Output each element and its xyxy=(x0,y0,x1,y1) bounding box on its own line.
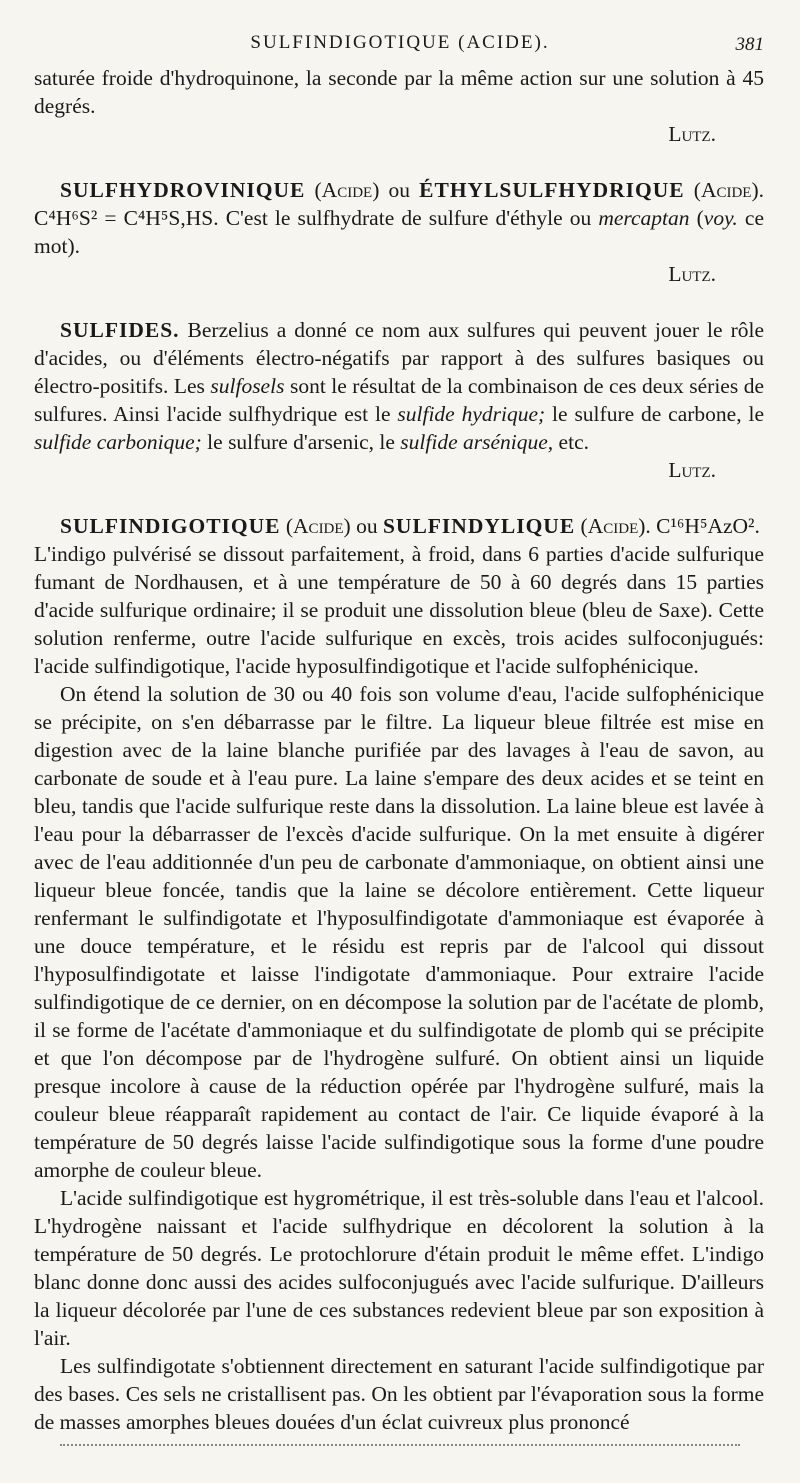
entry-headword: SULFIDES. xyxy=(60,318,180,342)
entry-text: ce mot). xyxy=(34,206,764,258)
body-paragraph-2: On étend la solution de 30 ou 40 fois son volume d'eau, l'acide sulfophénicique se précipite, on s'en débarrasse par le filtre. La liqueur bleue filtrée est mise en digestion avec de la laine blanche purifiée par des lavages à l'eau de savon, au carbonate de soude et à l'eau pure. La laine s'empare des deux acides et se teint en bleu, tandis que l'acide sulfurique reste dans la dissolution. La laine bleue est lavée à l'eau pour la débarrasser de l'excès d'acide sulfurique. On la met ensuite à digérer avec de l'eau additionnée d'un peu de carbonate d'ammoniaque, on obtient ainsi une liqueur bleue foncée, tandis que la laine se décolore entièrement. Cette liqueur renfermant le sulfindigotate et l'hyposulfindigotate d'ammoniaque est évaporée à une douce température, et le résidu est repris par de l'alcool qui dissout l'hyposulfindigotate et laisse l'indigotate d'ammoniaque. Pour extraire l'acide sulfindigotique de ce dernier, on en décompose la solution par de l'acétate de plomb, il se forme de l'acétate d'ammoniaque et du sulfindigotate de plomb qui se précipite et que l'on décompose par de l'hydrogène sulfuré. On obtient ainsi un liquide presque incolore à cause de la réduction opérée par l'hydrogène sulfuré, mais la couleur bleue réapparaît rapidement au contact de l'air. Ce liquide évaporé à la température de 50 degrés laisse l'acide sulfindigotique sous la forme d'une poudre amorphe de couleur bleue. xyxy=(34,682,764,1182)
body-paragraph-4: Les sulfindigotate s'obtiennent directement en saturant l'acide sulfindigotique par des bases. Ces sels ne cristallisent pas. On les obtient par l'évaporation sous la forme de masses amorphes bleues douées d'un éclat cuivreux plus prononcé xyxy=(34,1354,764,1434)
entry-text: le sulfure d'arsenic, le xyxy=(207,430,395,454)
body-paragraph-3: L'acide sulfindigotique est hygrométrique, il est très-soluble dans l'eau et l'alcool. L'hydrogène naissant et l'acide sulfhydrique en décolorent la solution à la température de 50 degrés. Le protochlorure d'étain produit le même effet. L'indigo blanc donne donc aussi des acides sulfoconjugués avec l'acide sulfurique. D'ailleurs la liqueur décolorée par l'une de ces substances redevient bleue par son exposition à l'air. xyxy=(34,1186,764,1350)
chemical-formula: C⁴H⁶S² = C⁴H⁵S,HS. xyxy=(34,206,219,230)
entry-headword: SULFINDIGOTIQUE xyxy=(60,514,281,538)
entry-paragraph xyxy=(34,316,764,456)
italic-term: voy. xyxy=(703,206,738,230)
entry-text: Berzelius a donné ce nom aux sulfures qui peuvent jouer le rôle d'acides, ou d'éléments électro-négatifs par rapport à des sulfures basiques ou électro-positifs. Les xyxy=(34,318,764,398)
entry-heading-line xyxy=(34,512,764,540)
entry-headword-alt: ÉTHYLSULFHYDRIQUE xyxy=(419,178,685,202)
entry-category-alt: (Acide). xyxy=(693,178,764,202)
entry-text: le sulfure de carbone, le xyxy=(552,402,764,426)
italic-term: mercaptan xyxy=(598,206,690,230)
author-signature: Lutz. xyxy=(668,122,716,146)
author-signature: Lutz. xyxy=(668,262,716,286)
italic-term: sulfide hydrique; xyxy=(397,402,546,426)
entry-headword-alt: SULFINDYLIQUE xyxy=(382,514,576,538)
entry-text: sont le résultat de la combinaison de ces deux séries de sulfures. Ainsi l'acide sulfhydrique est le xyxy=(34,374,764,426)
page-body xyxy=(34,64,764,1436)
chemical-formula: C¹⁶H⁵AzO². xyxy=(656,514,760,538)
page-number: 381 xyxy=(735,34,764,55)
conjunction: ou xyxy=(356,514,378,538)
italic-term: sulfide arsénique, xyxy=(400,430,554,454)
continuation-paragraph: saturée froide d'hydroquinone, la seconde par la même action sur une solution à 45 degrés. xyxy=(34,66,764,118)
entry-text: C'est le sulfhydrate de sulfure d'éthyle ou xyxy=(225,206,592,230)
entry-category: (Acide) xyxy=(314,178,380,202)
entry-headword: SULFHYDROVINIQUE xyxy=(60,178,306,202)
running-head: SULFINDIGOTIQUE (ACIDE). xyxy=(250,32,550,53)
open-paren: ( xyxy=(696,206,704,230)
entry-sulfindigotique xyxy=(34,512,764,1436)
entry-category: (Acide) xyxy=(285,514,351,538)
author-signature: Lutz. xyxy=(668,458,716,482)
italic-term: sulfide carbonique; xyxy=(34,430,202,454)
entry-sulfides xyxy=(34,316,764,484)
italic-term: sulfosels xyxy=(210,374,285,398)
entry-paragraph xyxy=(34,176,764,260)
entry-sulfhydrovinique xyxy=(34,176,764,288)
page-footer-rule xyxy=(60,1444,740,1446)
page-header xyxy=(0,30,800,58)
entry-category-alt: (Acide). xyxy=(580,514,651,538)
body-paragraph-1: L'indigo pulvérisé se dissout parfaitement, à froid, dans 6 parties d'acide sulfurique fumant de Nordhausen, et à une température de 50 à 60 degrés dans 15 parties d'acide sulfurique ordinaire; il se produit une dissolution bleue (bleu de Saxe). Cette solution renferme, outre l'acide sulfurique en excès, trois acides sulfoconjugués: l'acide sulfindigotique, l'acide hyposulfindigotique et l'acide sulfophénicique. xyxy=(34,542,764,678)
entry-text: etc. xyxy=(558,430,589,454)
conjunction: ou xyxy=(388,178,410,202)
